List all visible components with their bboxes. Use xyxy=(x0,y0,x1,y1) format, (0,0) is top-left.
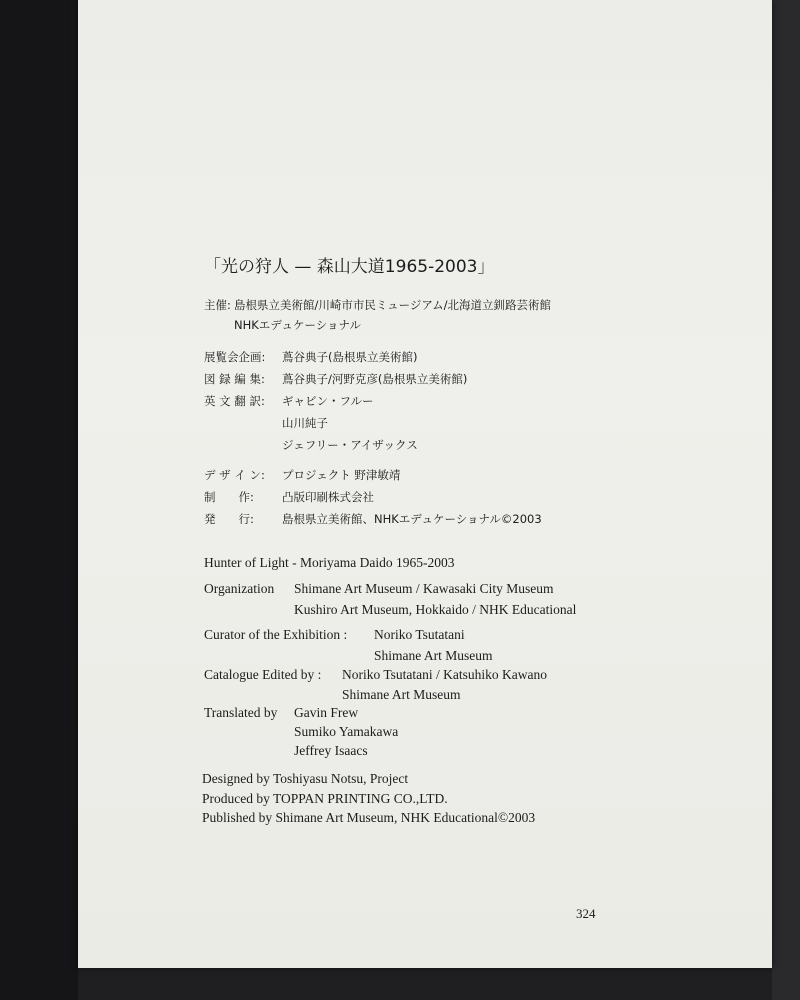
jp-exhibition-planning-value: 蔦谷典子(島根県立美術館) xyxy=(282,350,418,364)
jp-translator: ジェフリー・アイザックス xyxy=(282,438,418,452)
en-curator-label: Curator of the Exhibition : xyxy=(204,627,348,642)
en-translator: Jeffrey Isaacs xyxy=(294,743,368,758)
jp-translation-label: 英 文 翻 訳: xyxy=(204,394,265,408)
jp-title: 「光の狩人 — 森山大道1965-2003」 xyxy=(204,257,495,277)
en-catalogue-editors: Noriko Tsutatani / Katsuhiko Kawano xyxy=(342,667,548,682)
en-organization-line2: Kushiro Art Museum, Hokkaido / NHK Educational xyxy=(294,602,577,617)
en-catalogue-affiliation: Shimane Art Museum xyxy=(342,687,461,702)
en-curator-name: Noriko Tsutatani xyxy=(374,627,465,642)
en-published: Published by Shimane Art Museum, NHK Educational©2003 xyxy=(202,810,536,825)
page-number: 324 xyxy=(576,906,596,921)
background-right xyxy=(772,0,800,1000)
jp-publisher-value: 島根県立美術館、NHKエデュケーショナル©2003 xyxy=(282,512,542,526)
en-translated-label: Translated by xyxy=(204,705,278,720)
jp-design-label: デ ザ イ ン: xyxy=(204,468,265,482)
colophon-page xyxy=(78,0,772,968)
en-catalogue-label: Catalogue Edited by : xyxy=(204,667,322,682)
en-produced: Produced by TOPPAN PRINTING CO.,LTD. xyxy=(202,791,448,806)
jp-exhibition-planning-label: 展覧会企画: xyxy=(204,350,266,364)
jp-design-value: プロジェクト 野津敏靖 xyxy=(282,468,401,482)
en-translator: Sumiko Yamakawa xyxy=(294,724,399,739)
jp-production-value: 凸版印刷株式会社 xyxy=(282,490,374,504)
jp-translator: 山川純子 xyxy=(282,416,328,430)
jp-catalogue-editing-value: 蔦谷典子/河野克彦(島根県立美術館) xyxy=(282,372,468,386)
en-curator-affiliation: Shimane Art Museum xyxy=(374,648,493,663)
jp-production-label: 制 作: xyxy=(204,490,254,504)
jp-organizers-label: 主催: xyxy=(204,298,231,312)
background-left xyxy=(0,0,78,1000)
jp-translator: ギャビン・フルー xyxy=(282,394,374,408)
en-translator: Gavin Frew xyxy=(294,705,359,720)
en-organization-line1: Shimane Art Museum / Kawasaki City Museum xyxy=(294,581,554,596)
en-organization-label: Organization xyxy=(204,581,275,596)
en-title: Hunter of Light - Moriyama Daido 1965-2003 xyxy=(204,555,455,570)
en-designed: Designed by Toshiyasu Notsu, Project xyxy=(202,771,409,786)
jp-organizers-line1: 島根県立美術館/川崎市市民ミュージアム/北海道立釧路芸術館 xyxy=(234,298,551,312)
jp-publisher-label: 発 行: xyxy=(204,512,254,526)
jp-organizers-line2: NHKエデュケーショナル xyxy=(234,318,361,332)
jp-catalogue-editing-label: 図 録 編 集: xyxy=(204,372,265,386)
